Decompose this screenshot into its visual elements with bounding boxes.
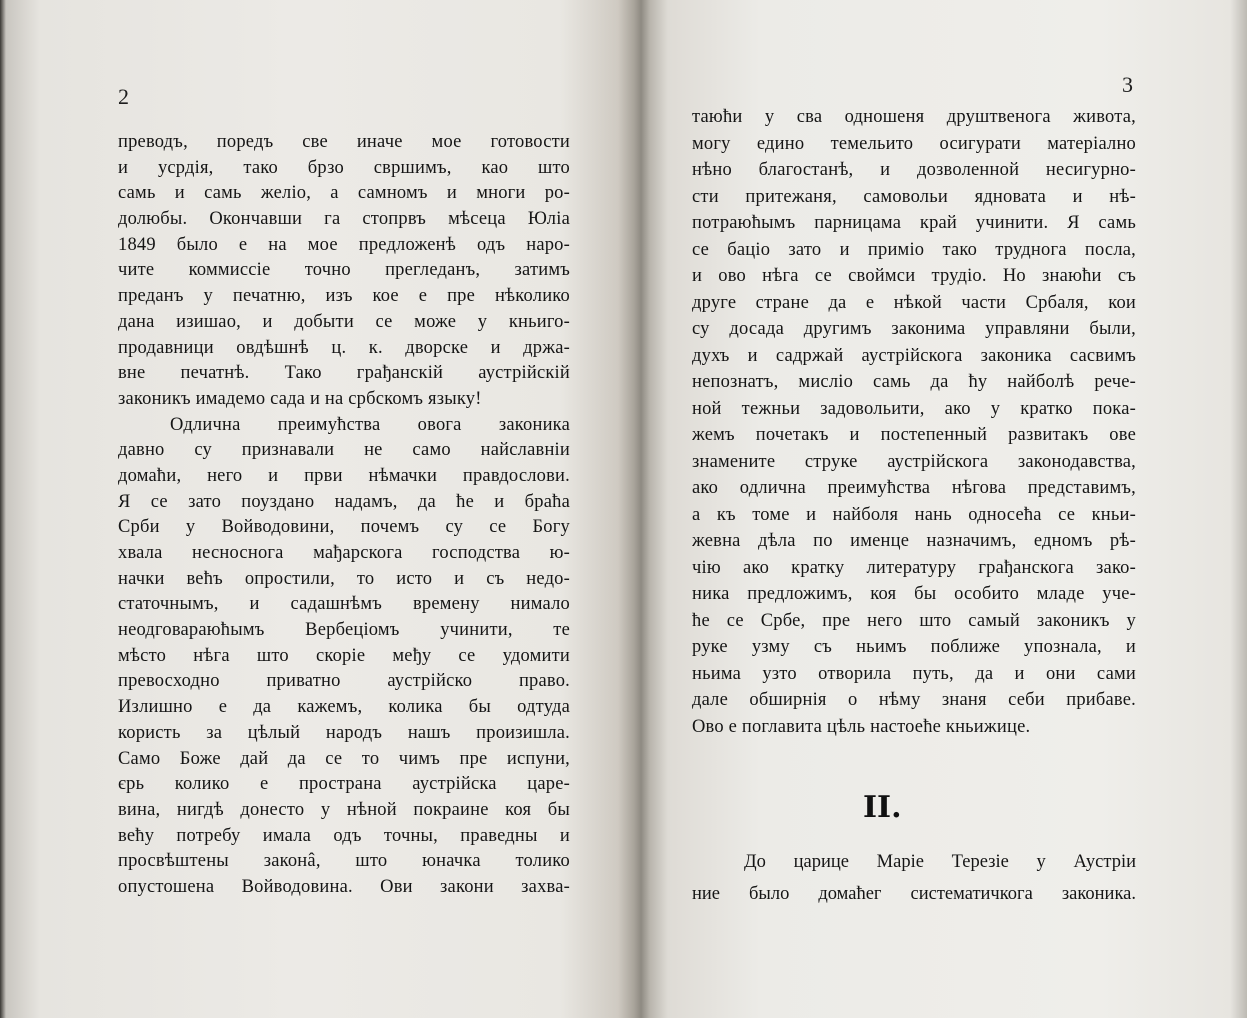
text-line: Срби у Войводовини, почемъ су се Богу — [118, 517, 570, 538]
text-line: просвѣштены законâ, што юначка толико — [118, 851, 570, 872]
text-line: продавници овдѣшнѣ ц. к. дворске и држа- — [118, 337, 570, 358]
text-line: єрь колико е пространа аустрійска царе- — [118, 774, 570, 795]
text-line: законикъ имадемо сада и на србскомъ языку! — [118, 388, 482, 409]
text-line: самь и самь желіо, а самномъ и многи ро- — [118, 183, 570, 204]
text-line: Само Боже дай да се то чимъ пре испуни, — [118, 748, 570, 769]
text-line: сти притежаня, самовольи ядновата и нѣ- — [692, 186, 1136, 207]
text-line: друге стране да е нѣкой части Србаля, кои — [692, 292, 1136, 313]
text-line: већу потребу имала одъ точны, праведны и — [118, 825, 570, 846]
text-line: статочнымъ, и садашнѣмъ времену нимало — [118, 594, 570, 615]
text-line: вина, нигдѣ донесто у нѣной покраине коя бы — [118, 799, 570, 820]
text-line: начки већъ опростили, то исто и съ недо- — [118, 568, 570, 589]
text-line: жевна дѣла по именце назначимъ, едномъ рѣ- — [692, 531, 1136, 551]
text-line: ной тежньи задовольити, ако у кратко пока- — [692, 398, 1136, 419]
text-line: превосходно приватно аустрійско право. — [118, 671, 570, 692]
text-line: користь за цѣлый народъ нашъ произишла. — [118, 722, 570, 743]
text-line: и ово нѣга се своймси трудіо. Но знаюћи съ — [692, 266, 1136, 286]
text-line: Излишно е да кажемъ, колика бы одтуда — [118, 697, 570, 718]
text-line: вне печатнѣ. Тако грађанскій аустрійскій — [118, 363, 570, 384]
text-line: неодговараюћымъ Вербеціомъ учинити, те — [118, 620, 570, 641]
page-number: 3 — [1122, 72, 1133, 97]
text-line: долюбы. Окончавши га стопрвъ мѣсеца Юліа — [118, 209, 570, 230]
text-line: знамените струке аустрійскогa законодавства, — [692, 451, 1136, 472]
text-line: ние было домаћег систематичкогa законика. — [692, 884, 1136, 904]
text-line: Ово е поглавита цѣль настоеће кньижице. — [692, 716, 1031, 737]
text-line: духъ и садржай аустрійскогa законика сасвимъ — [692, 345, 1136, 366]
text-line: потраюћымъ парницама крaй учинити. Я самь — [692, 213, 1136, 233]
text-line: преводъ, поредъ све иначе мое готовости — [118, 132, 570, 152]
page-number: 2 — [118, 84, 129, 109]
text-line: Я се зато поуздано надамъ, да ће и браћа — [118, 491, 570, 512]
text-line: давно су признавали не само найславніи — [118, 440, 570, 461]
text-line: и усрдія, тако брзо свршимъ, као што — [118, 157, 570, 178]
text-line: таюћи у сва одношеня друштвеногa живота, — [692, 107, 1136, 127]
left-text-column — [118, 130, 570, 901]
text-line: Одлична преимућства овога законика — [170, 414, 570, 435]
text-line: преданъ у печатню, изъ кое е пре нѣколико — [118, 286, 570, 307]
text-line: дана изишао, и добыти се може у кньиго- — [118, 311, 570, 332]
text-line: мѣсто нѣга што скоріе међу се удомити — [118, 645, 570, 666]
text-line: 1849 было е на мое предложенѣ одъ наро- — [118, 234, 570, 255]
text-line: непознатъ, мислio самь да ћу найболѣ рече- — [692, 372, 1136, 392]
text-line: се бацiо зато и примio тако труднога посла, — [692, 239, 1136, 260]
section-heading: II. — [863, 790, 902, 825]
text-line: чію ако кратку литературу грађанскогa зако- — [692, 557, 1136, 578]
text-line: ника предложимъ, коя бы особито младе уче- — [692, 584, 1136, 604]
right-text-column — [692, 104, 1136, 740]
text-line: а къ томе и найболя нань односећа се кньи- — [692, 504, 1136, 525]
text-line: домаћи, него и први нѣмачки правдослови. — [118, 465, 570, 486]
text-line: опустошена Войводовина. Ови закони захва- — [118, 876, 570, 897]
text-line: До царице Маріе Терезіе у Аустріи — [744, 852, 1136, 872]
text-line: дале обширнiя о нѣму знаня себи прибаве. — [692, 690, 1136, 710]
text-line: жемъ почетакъ и постепенный развитакъ ове — [692, 425, 1136, 445]
text-line: ће се Србе, пре него што самый законикъ у — [692, 610, 1136, 631]
text-line: чите коммиссіе точно прегледанъ, затимъ — [118, 260, 570, 281]
text-line: су досада другимъ законима управляни были, — [692, 319, 1136, 339]
right-page — [648, 0, 1247, 1018]
text-line: ако одлична преимућства нѣгова представимъ, — [692, 478, 1136, 498]
text-line: хвала несносногa мађарскогa господства ю- — [118, 543, 570, 563]
text-line: нѣно благостанѣ, и дозволенной несигурно- — [692, 160, 1136, 180]
text-line: ньима узто отворила путь, да и они сами — [692, 663, 1136, 684]
text-line: руке узму съ ньимъ поближе упознала, и — [692, 637, 1136, 657]
text-line: могу едино темельито осигурати матеріално — [692, 133, 1136, 154]
section-paragraph — [692, 846, 1136, 910]
